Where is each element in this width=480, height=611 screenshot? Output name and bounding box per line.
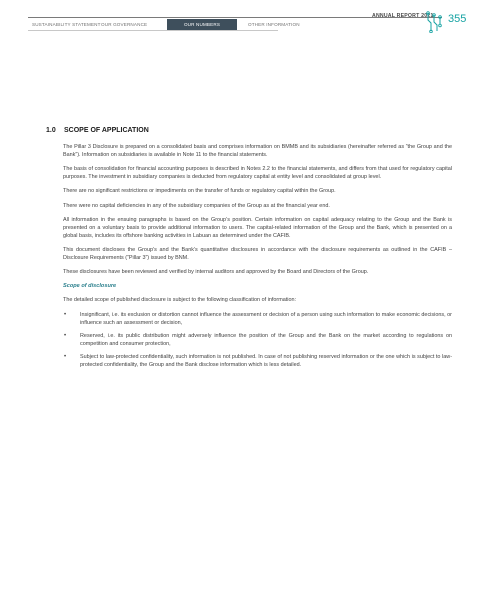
- paragraph: All information in the ensuing paragraphs is based on the Group’s position. Certain information on capital adequacy relating to the Group and the Bank is presented on a voluntary basis to provide additional information to users. The capital-related information of the Group and the Bank, which is presented on a global basis, includes its offshore banking activities in Labuan as determined under the CAFIB.: [63, 216, 452, 239]
- paragraph: The basis of consolidation for financial accounting purposes is described in Notes 2.2 to the financial statements, and differs from that used for regulatory capital purposes. The investment in subsidiary companies is deducted from regulatory capital at entity level and consolidated at group level.: [63, 166, 452, 181]
- page-header: [0, 0, 480, 40]
- nav-our-numbers[interactable]: OUR NUMBERS: [167, 19, 237, 30]
- list-item-text: Subject to law-protected confidentiality, such information is not published. In case of not publishing reserved information or the one which is subject to law-protected confidentiality, the Group and the Bank disclose information which is less detailed.: [80, 354, 452, 369]
- paragraph: There are no significant restrictions or impediments on the transfer of funds or regulatory capital within the Group.: [63, 188, 336, 195]
- header-rule: [28, 17, 442, 18]
- section-nav: [28, 19, 337, 30]
- section-title: SCOPE OF APPLICATION: [64, 127, 149, 134]
- scope-intro: The detailed scope of published disclosure is subject to the following classification of information:: [63, 297, 297, 304]
- nav-other-information[interactable]: OTHER INFORMATION: [248, 22, 300, 27]
- bullet-icon: •: [64, 354, 67, 361]
- bullet-icon: •: [64, 332, 67, 339]
- circuit-logo-icon: [423, 11, 445, 33]
- nav-divider: [28, 30, 278, 31]
- list-item-text: Insignificant, i.e. its exclusion or distortion cannot influence the assessment or decision of a person using such information to make economic decisions, or influence such an assessment or decision,: [80, 311, 452, 326]
- section-number: 1.0: [46, 127, 56, 134]
- section-body: [63, 143, 452, 369]
- page-number: 355: [448, 13, 467, 25]
- scope-of-application-section: [46, 127, 456, 375]
- report-title: ANNUAL REPORT 2021: [372, 13, 434, 19]
- classification-list: [63, 311, 452, 370]
- scope-of-disclosure-heading: Scope of disclosure: [63, 283, 117, 290]
- list-item-text: Reserved, i.e. its public distribution might adversely influence the position of the Group and the Bank on the market according to regulations on competition and consumer protection,: [80, 332, 452, 347]
- paragraph: There were no capital deficiencies in any of the subsidiary companies of the Group as at the financial year end.: [63, 202, 330, 209]
- list-item: [63, 311, 452, 327]
- nav-our-governance[interactable]: OUR GOVERNANCE: [101, 22, 148, 27]
- nav-sustainability-statement[interactable]: SUSTAINABILITY STATEMENT: [32, 22, 101, 27]
- bullet-icon: •: [64, 311, 67, 318]
- paragraph: The Pillar 3 Disclosure is prepared on a consolidated basis and comprises information on BMMB and its subsidiaries (hereinafter referred as “the Group and the Bank”). Information on subsidiaries is available in Note 11 to the financial statements.: [63, 144, 452, 158]
- paragraph: These disclosures have been reviewed and verified by internal auditors and approved by the Board and Directors of the Group.: [63, 269, 369, 276]
- paragraph: This document discloses the Group’s and the Bank’s quantitative disclosures in accordance with the disclosure requirements as outlined in the CAFIB – Disclosure Requirements (“Pillar 3”) issued by BNM.: [63, 246, 452, 261]
- section-heading: [46, 127, 456, 134]
- list-item: [63, 332, 452, 348]
- list-item: [63, 353, 452, 369]
